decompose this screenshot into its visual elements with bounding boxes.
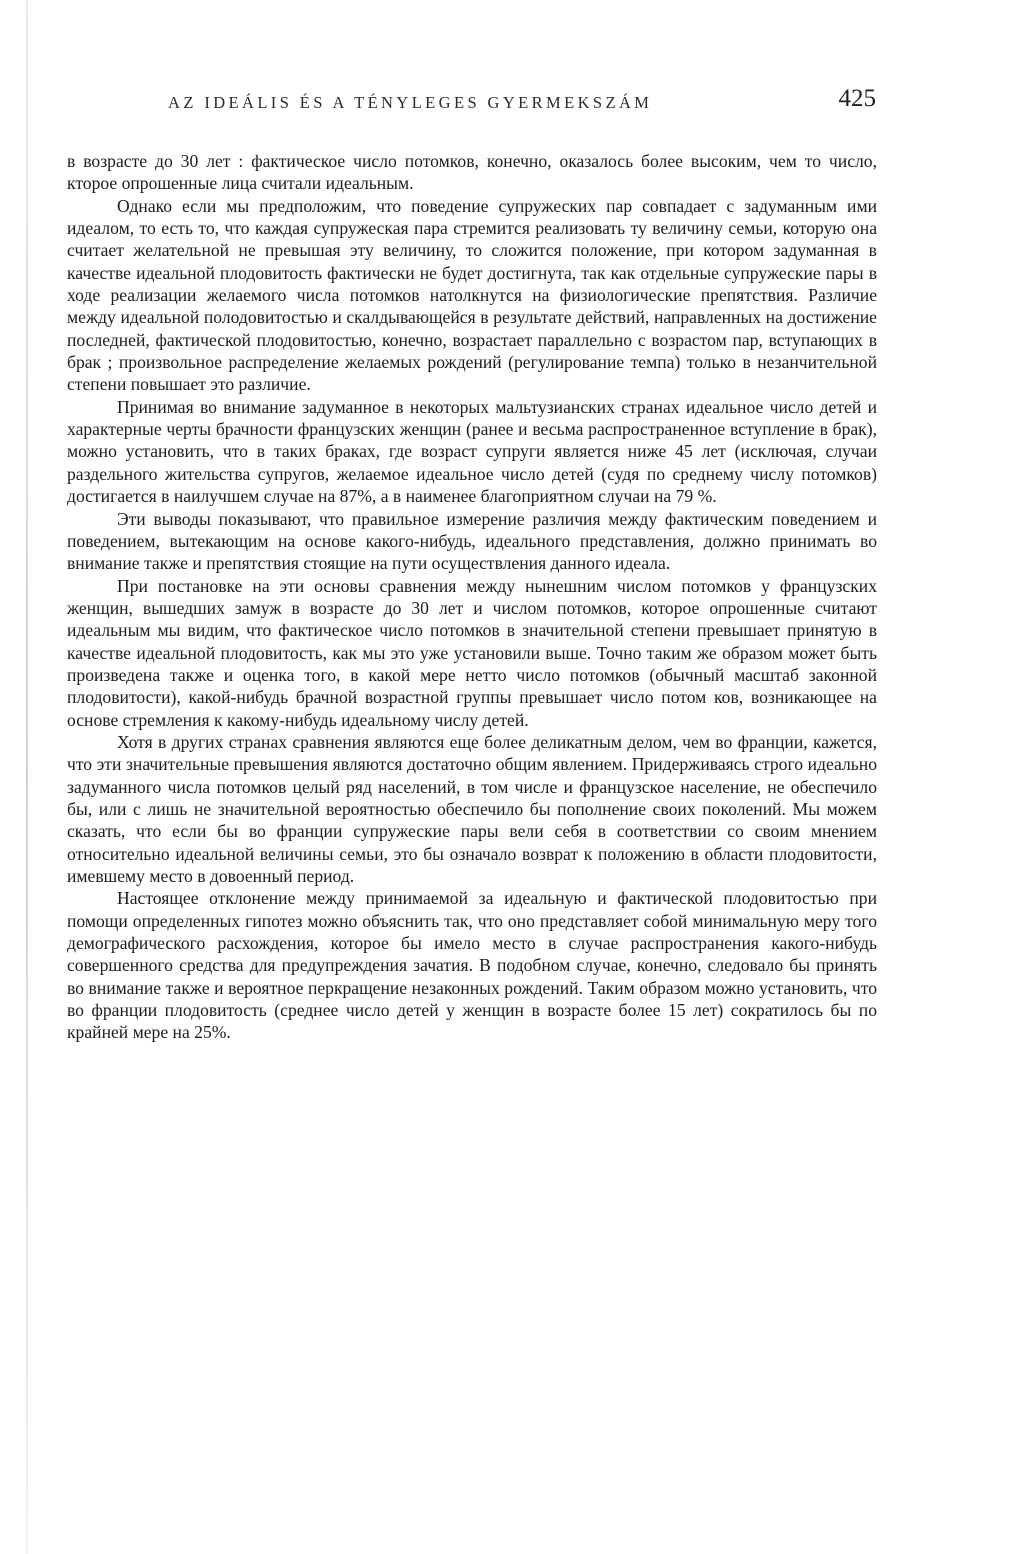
paragraph-continuation: в возрасте до 30 лет : фактическое число потомков, конечно, оказалось более высоким, чем то число, кторое опрошенные лица считали идеальным. [67, 151, 877, 194]
page-number: 425 [838, 85, 876, 112]
paragraph: Настоящее отклонение между принимаемой за идеальную и фактической плодовитостью при помощи определенных гипотез можно объяснить так, что оно представляет собой минимальную меру того демографического расхождения, которое бы имело место в случае распространения какого-нибудь совершенного средства для предупреждения зачатия. В подобном случае, конечно, следовало бы принять во внимание также и вероятное перкращение незаконных рождений. Таким образом можно установить, что во франции плодовитость (среднее число детей у женщин в возрасте более 15 лет) сократилось бы по крайней мере на 25%. [67, 888, 877, 1043]
binding-edge-shadow [26, 0, 28, 1554]
paragraph: Хотя в других странах сравнения являются еще более деликатным делом, чем во франции, кажется, что эти значительные превышения являются достаточно общим явлением. Придерживаясь строго идеально задуманного числа потомков целый ряд населений, в том числе и французское население, не обеспечило бы, или с лишь не значительной вероятностью обеспечило бы пополнение своих поколений. Мы можем сказать, что если бы во франции супружеские пары вели себя в соответствии со своим мнением относительно идеальной величины семьи, это бы означало возврат к положению в области плодовитости, имевшему место в довоенный период. [67, 731, 877, 886]
running-head [168, 85, 876, 119]
paragraph: При постановке на эти основы сравнения между нынешним числом потомков у французских женщин, вышедших замуж в возрасте до 30 лет и числом потомков, которое опрошенные считают идеальным мы видим, что фактическое число потомков в значительной степени превышает принятую в качестве идеальной плодовитость, как мы это уже установили выше. Точно таким же образом может быть произведена также и оценка того, в какой мере нетто число потомков (обычный масштаб законной плодовитости), какой-нибудь брачной возрастной группы превышает число потом ков, возникающее на основе стремления к какому-нибудь идеальному числу детей. [67, 575, 877, 730]
body-text [67, 150, 877, 1044]
paragraph: Принимая во внимание задуманное в некоторых мальтузианских странах идеальное число детей и характерные черты брачности французских женщин (ранее и весьма распространенное вступление в брак), можно установить, что в таких браках, где возраст супруги является ниже 45 лет (исключая, случаи раздельного жительства супругов, желаемое идеальное число детей (судя по среднему числу потомков) достигается в наилучшем случае на 87%, а в наименее благоприятном случаи на 79 %. [67, 396, 877, 507]
running-title: AZ IDEÁLIS ÉS A TÉNYLEGES GYERMEKSZÁM [168, 93, 653, 112]
paragraph: Однако если мы предположим, что поведение супружеских пар совпадает с задуманным ими идеалом, то есть то, что каждая супружеская пара стремится реализовать ту величину семьи, которую она считает желательной не превышая эту величину, то сложится положение, при котором задуманная в качестве идеальной плодовитость фактически не будет достигнута, так как отдельные супружеские пары в ходе реализации желаемого числа потомков натолкнутся на физиологические препятствия. Различие между идеальной полодовитостью и скалдывающейся в результате действий, направленных на достижение последней, фактической плодовитостью, конечно, возрастает параллельно с возрастом пар, вступающих в брак ; произвольное распределение желаемых рождений (регулирование темпа) только в незанчительной степени повышает это различие. [67, 195, 877, 395]
paragraph: Эти выводы показывают, что правильное измерение различия между фактическим поведением и поведением, вытекающим на основе какого-нибудь, идеального представления, должно принимать во внимание также и препятствия стоящие на пути осуществления данного идеала. [67, 508, 877, 574]
